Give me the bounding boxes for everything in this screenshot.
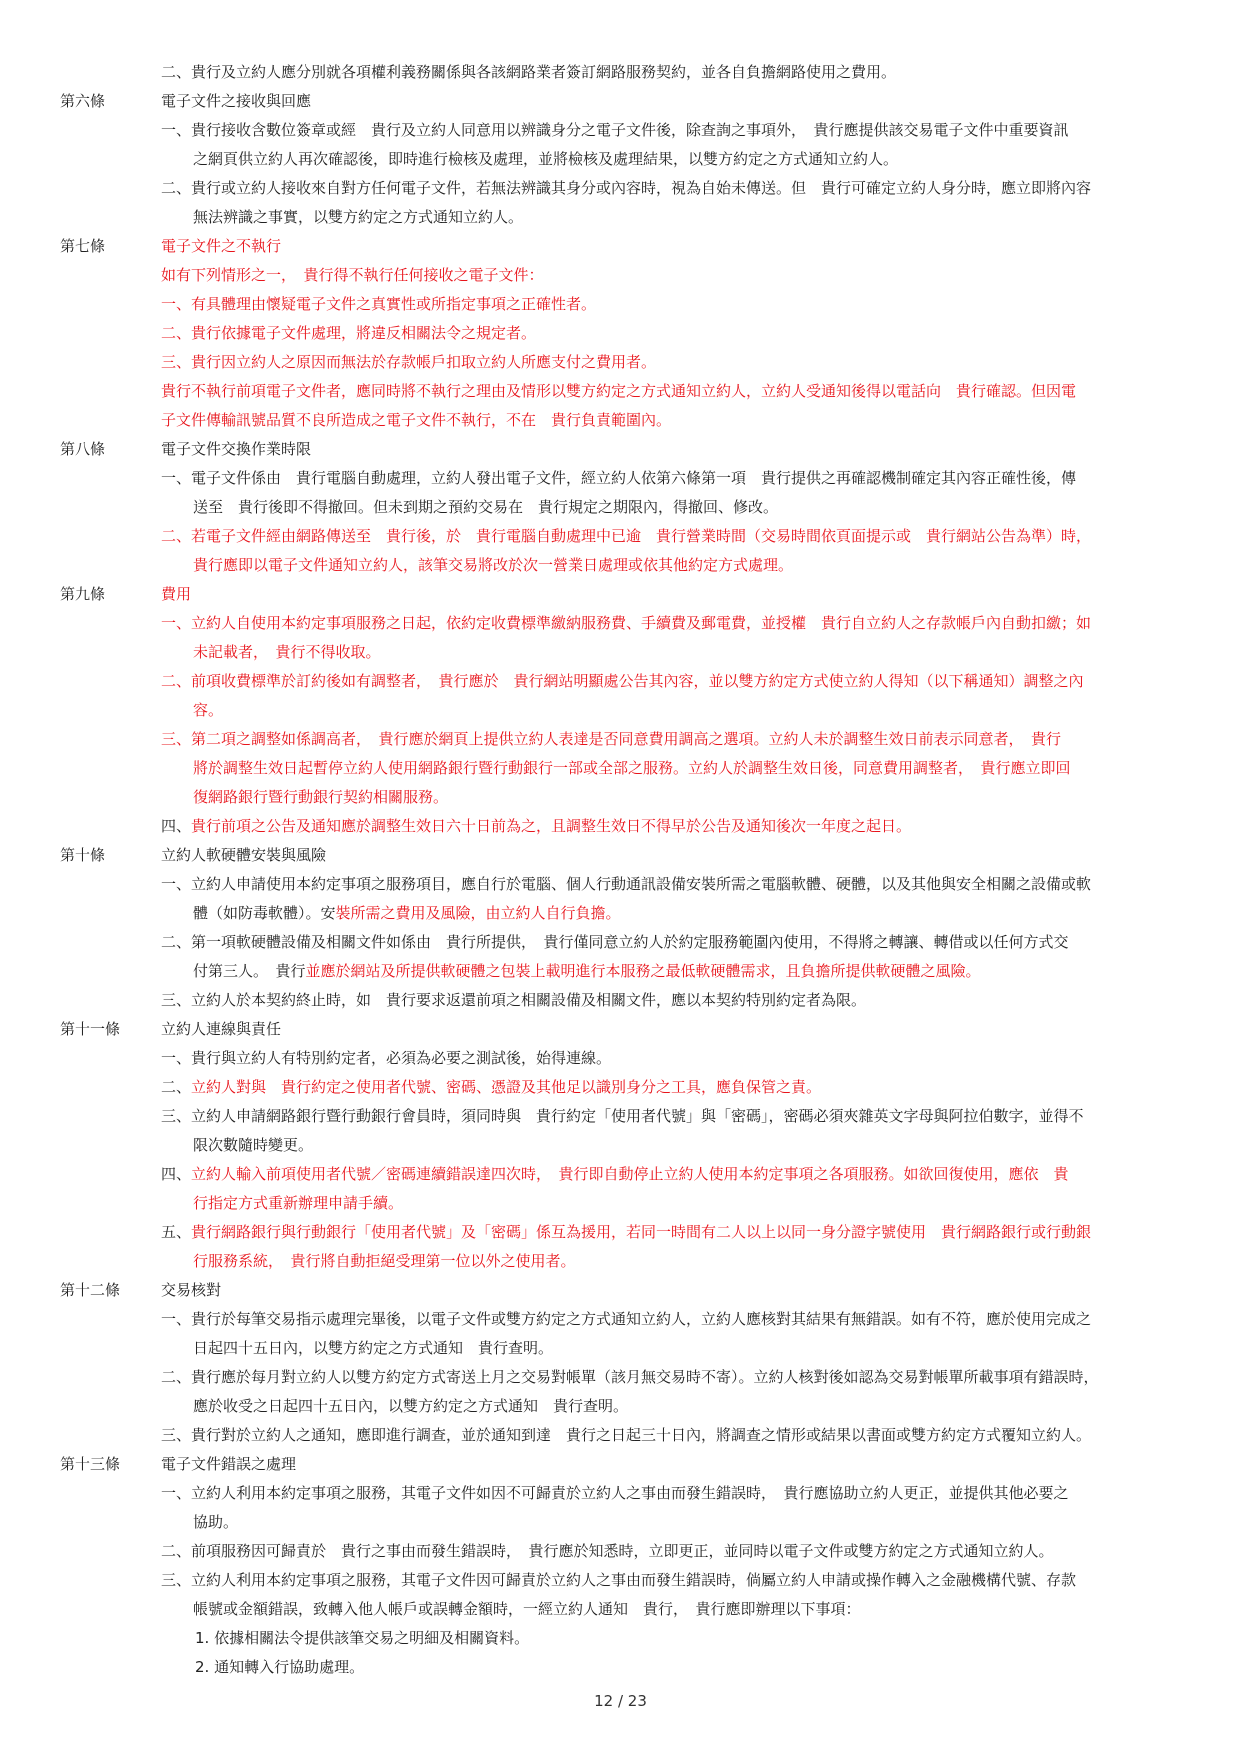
clause-text: 一、貴行於每筆交易指示處理完畢後，以電子文件或雙方約定之方式通知立約人，立約人應核對其結果有無錯誤。如有不符，應於使用完成之 xyxy=(161,1310,1092,1328)
article-number: 第十一條 xyxy=(60,1020,121,1038)
clause-continuation xyxy=(60,1189,1188,1218)
clause-text: 1. 依據相關法令提供該筆交易之明細及相關資料。 xyxy=(195,1629,530,1647)
clause-line xyxy=(60,1421,1188,1450)
clause-text-plain: 五、 xyxy=(161,1223,192,1241)
clause-continuation xyxy=(60,551,1188,580)
clause-continuation xyxy=(60,783,1188,812)
clause-continuation xyxy=(60,1508,1188,1537)
clause-text-highlight: 立約人對與 貴行約定之使用者代號、密碼、憑證及其他足以識別身分之工具，應負保管之責。 xyxy=(191,1078,822,1096)
clause-line xyxy=(60,1479,1188,1508)
clause-text: 復網路銀行暨行動銀行契約相關服務。 xyxy=(193,788,449,806)
article-number: 第十條 xyxy=(60,846,106,864)
clause-line xyxy=(60,174,1188,203)
article-number: 第六條 xyxy=(60,92,106,110)
clause-text: 協助。 xyxy=(193,1513,239,1531)
clause-line xyxy=(60,116,1188,145)
sub-item-line xyxy=(60,1624,1188,1653)
clause-line xyxy=(60,870,1188,899)
clause-text: 二、若電子文件經由網路傳送至 貴行後，於 貴行電腦自動處理中已逾 貴行營業時間（交易時間依頁面提示或 貴行網站公告為準）時， xyxy=(161,527,1092,545)
article-heading xyxy=(60,1450,1188,1479)
clause-text: 三、立約人於本契約終止時，如 貴行要求返還前項之相關設備及相關文件，應以本契約特別約定者為限。 xyxy=(161,991,867,1009)
article-title: 立約人軟硬體安裝與風險 xyxy=(161,846,327,864)
clause-line xyxy=(60,261,1188,290)
clause-line xyxy=(60,609,1188,638)
clause-text: 應於收受之日起四十五日內，以雙方約定之方式通知 貴行查明。 xyxy=(193,1397,629,1415)
article-title: 費用 xyxy=(161,585,192,603)
clause-text: 貴行不執行前項電子文件者，應同時將不執行之理由及情形以雙方約定之方式通知立約人，立約人受通知後得以電話向 貴行確認。但因電 xyxy=(161,382,1077,400)
clause-line xyxy=(60,1537,1188,1566)
clause-text: 帳號或金額錯誤，致轉入他人帳戶或誤轉金額時，一經立約人通知 貴行， 貴行應即辦理以下事項： xyxy=(193,1600,861,1618)
clause-line xyxy=(60,1305,1188,1334)
clause-line xyxy=(60,58,1188,87)
clause-text-highlight: 並應於網站及所提供軟硬體之包裝上載明進行本服務之最低軟硬體需求，且負擔所提供軟硬體之風險。 xyxy=(305,962,981,980)
sub-item-line xyxy=(60,1653,1188,1682)
clause-line xyxy=(60,319,1188,348)
clause-text: 三、貴行對於立約人之通知，應即進行調查，並於通知到達 貴行之日起三十日內，將調查之情形或結果以書面或雙方約定方式覆知立約人。 xyxy=(161,1426,1092,1444)
clause-text: 一、立約人申請使用本約定事項之服務項目，應自行於電腦、個人行動通訊設備安裝所需之電腦軟體、硬體，以及其他與安全相關之設備或軟 xyxy=(161,875,1092,893)
clause-text-highlight: 裝所需之費用及風險，由立約人自行負擔。 xyxy=(335,904,621,922)
clause-continuation xyxy=(60,493,1188,522)
article-heading xyxy=(60,232,1188,261)
clause-text: 如有下列情形之一， 貴行得不執行任何接收之電子文件： xyxy=(161,266,544,284)
article-heading xyxy=(60,841,1188,870)
clause-line xyxy=(60,725,1188,754)
clause-continuation xyxy=(60,1131,1188,1160)
clause-text: 行服務系統， 貴行將自動拒絕受理第一位以外之使用者。 xyxy=(193,1252,576,1270)
article-number: 第九條 xyxy=(60,585,106,603)
clause-line xyxy=(60,812,1188,841)
clause-line xyxy=(60,1102,1188,1131)
clause-text: 三、立約人利用本約定事項之服務，其電子文件因可歸責於立約人之事由而發生錯誤時，倘屬立約人申請或操作轉入之金融機構代號、存款 xyxy=(161,1571,1077,1589)
clause-line xyxy=(60,1044,1188,1073)
clause-line xyxy=(60,406,1188,435)
clause-text: 之網頁供立約人再次確認後，即時進行檢核及處理，並將檢核及處理結果，以雙方約定之方式通知立約人。 xyxy=(193,150,899,168)
article-title: 電子文件錯誤之處理 xyxy=(161,1455,297,1473)
clause-text xyxy=(193,899,621,928)
article-title: 電子文件之接收與回應 xyxy=(161,92,312,110)
clause-text: 二、貴行及立約人應分別就各項權利義務關係與各該網路業者簽訂網路服務契約，並各自負擔網路使用之費用。 xyxy=(161,63,897,81)
article-title: 交易核對 xyxy=(161,1281,222,1299)
clause-text: 二、貴行應於每月對立約人以雙方約定方式寄送上月之交易對帳單（該月無交易時不寄）。立約人核對後如認為交易對帳單所載事項有錯誤時， xyxy=(161,1368,1099,1386)
clause-text-highlight: 立約人輸入前項使用者代號／密碼連續錯誤達四次時， 貴行即自動停止立約人使用本約定事項之各項服務。如欲回復使用，應依 貴 xyxy=(191,1165,1069,1183)
clause-line xyxy=(60,522,1188,551)
clause-text: 一、立約人利用本約定事項之服務，其電子文件如因不可歸責於立約人之事由而發生錯誤時， 貴行應協助立約人更正，並提供其他必要之 xyxy=(161,1484,1069,1502)
clause-continuation xyxy=(60,1595,1188,1624)
clause-line xyxy=(60,928,1188,957)
clause-continuation xyxy=(60,145,1188,174)
clause-text: 二、貴行依據電子文件處理，將違反相關法令之規定者。 xyxy=(161,324,537,342)
clause-text-highlight: 貴行網路銀行與行動銀行「使用者代號」及「密碼」係互為援用，若同一時間有二人以上以同一身分證字號使用 貴行網路銀行或行動銀 xyxy=(191,1223,1092,1241)
article-heading xyxy=(60,1015,1188,1044)
clause-text: 一、有具體理由懷疑電子文件之真實性或所指定事項之正確性者。 xyxy=(161,295,597,313)
article-heading xyxy=(60,435,1188,464)
clause-continuation xyxy=(60,957,1188,986)
clause-text: 二、前項服務因可歸責於 貴行之事由而發生錯誤時， 貴行應於知悉時，立即更正，並同時以電子文件或雙方約定之方式通知立約人。 xyxy=(161,1542,1054,1560)
article-number: 第十三條 xyxy=(60,1455,121,1473)
clause-text xyxy=(161,812,911,841)
clause-line xyxy=(60,986,1188,1015)
clause-text: 未記載者， 貴行不得收取。 xyxy=(193,643,381,661)
clause-text: 二、前項收費標準於訂約後如有調整者， 貴行應於 貴行網站明顯處公告其內容，並以雙方約定方式使立約人得知（以下稱通知）調整之內 xyxy=(161,672,1084,690)
clause-text xyxy=(161,1160,1069,1189)
clause-text: 三、立約人申請網路銀行暨行動銀行會員時，須同時與 貴行約定「使用者代號」與「密碼」，密碼必須夾雜英文字母與阿拉伯數字，並得不 xyxy=(161,1107,1084,1125)
clause-text: 子文件傳輸訊號品質不良所造成之電子文件不執行，不在 貴行負責範圍內。 xyxy=(161,411,672,429)
article-number: 第七條 xyxy=(60,237,106,255)
clause-line xyxy=(60,1160,1188,1189)
clause-line xyxy=(60,348,1188,377)
clause-text: 行指定方式重新辦理申請手續。 xyxy=(193,1194,404,1212)
clause-text-plain: 二、 xyxy=(161,1078,192,1096)
clause-text: 容。 xyxy=(193,701,224,719)
clause-continuation xyxy=(60,696,1188,725)
clause-line xyxy=(60,1566,1188,1595)
clause-text-plain: 付第三人。 貴行 xyxy=(193,962,306,980)
clause-text: 送至 貴行後即不得撤回。但未到期之預約交易在 貴行規定之期限內，得撤回、修改。 xyxy=(193,498,779,516)
clause-line xyxy=(60,377,1188,406)
article-heading xyxy=(60,87,1188,116)
clause-text: 無法辨識之事實，以雙方約定之方式通知立約人。 xyxy=(193,208,524,226)
article-heading xyxy=(60,1276,1188,1305)
clause-text: 2. 通知轉入行協助處理。 xyxy=(195,1658,365,1676)
clause-text: 一、電子文件係由 貴行電腦自動處理，立約人發出電子文件，經立約人依第六條第一項 貴行提供之再確認機制確定其內容正確性後，傳 xyxy=(161,469,1077,487)
clause-text: 三、貴行因立約人之原因而無法於存款帳戶扣取立約人所應支付之費用者。 xyxy=(161,353,657,371)
clause-text xyxy=(161,1218,1091,1247)
clause-continuation xyxy=(60,899,1188,928)
clause-text xyxy=(161,1073,821,1102)
clause-text: 日起四十五日內，以雙方約定之方式通知 貴行查明。 xyxy=(193,1339,554,1357)
clause-text-plain: 四、 xyxy=(161,817,192,835)
contract-body xyxy=(60,58,1188,1682)
clause-line xyxy=(60,1363,1188,1392)
article-title: 立約人連線與責任 xyxy=(161,1020,282,1038)
clause-line xyxy=(60,464,1188,493)
clause-text xyxy=(193,957,981,986)
clause-text: 一、貴行接收含數位簽章或經 貴行及立約人同意用以辨識身分之電子文件後，除查詢之事項外， 貴行應提供該交易電子文件中重要資訊 xyxy=(161,121,1069,139)
clause-text: 二、第一項軟硬體設備及相關文件如係由 貴行所提供， 貴行僅同意立約人於約定服務範圍內使用，不得將之轉讓、轉借或以任何方式交 xyxy=(161,933,1069,951)
clause-line xyxy=(60,1218,1188,1247)
article-number: 第八條 xyxy=(60,440,106,458)
clause-continuation xyxy=(60,1334,1188,1363)
clause-text: 貴行應即以電子文件通知立約人，該筆交易將改於次一營業日處理或依其他約定方式處理。 xyxy=(193,556,794,574)
clause-line xyxy=(60,667,1188,696)
clause-continuation xyxy=(60,754,1188,783)
clause-text: 三、第二項之調整如係調高者， 貴行應於網頁上提供立約人表達是否同意費用調高之選項。立約人未於調整生效日前表示同意者， 貴行 xyxy=(161,730,1062,748)
article-title: 電子文件交換作業時限 xyxy=(161,440,312,458)
clause-text: 一、立約人自使用本約定事項服務之日起，依約定收費標準繳納服務費、手續費及郵電費，並授權 貴行自立約人之存款帳戶內自動扣繳；如 xyxy=(161,614,1092,632)
clause-continuation xyxy=(60,203,1188,232)
clause-text-plain: 四、 xyxy=(161,1165,192,1183)
clause-continuation xyxy=(60,638,1188,667)
page-number: 12 / 23 xyxy=(594,1692,647,1710)
clause-text: 將於調整生效日起暫停立約人使用網路銀行暨行動銀行一部或全部之服務。立約人於調整生效日後，同意費用調整者， 貴行應立即回 xyxy=(193,759,1071,777)
article-title: 電子文件之不執行 xyxy=(161,237,282,255)
article-heading xyxy=(60,580,1188,609)
clause-text-highlight: 貴行前項之公告及通知應於調整生效日六十日前為之，且調整生效日不得早於公告及通知後次一年度之起日。 xyxy=(191,817,912,835)
clause-text: 限次數隨時變更。 xyxy=(193,1136,314,1154)
clause-line xyxy=(60,1073,1188,1102)
clause-text-plain: 體（如防毒軟體）。安 xyxy=(193,904,336,922)
clause-continuation xyxy=(60,1247,1188,1276)
clause-text: 一、貴行與立約人有特別約定者，必須為必要之測試後，始得連線。 xyxy=(161,1049,612,1067)
article-number: 第十二條 xyxy=(60,1281,121,1299)
clause-line xyxy=(60,290,1188,319)
clause-text: 二、貴行或立約人接收來自對方任何電子文件，若無法辨識其身分或內容時，視為自始未傳送。但 貴行可確定立約人身分時，應立即將內容 xyxy=(161,179,1092,197)
clause-continuation xyxy=(60,1392,1188,1421)
